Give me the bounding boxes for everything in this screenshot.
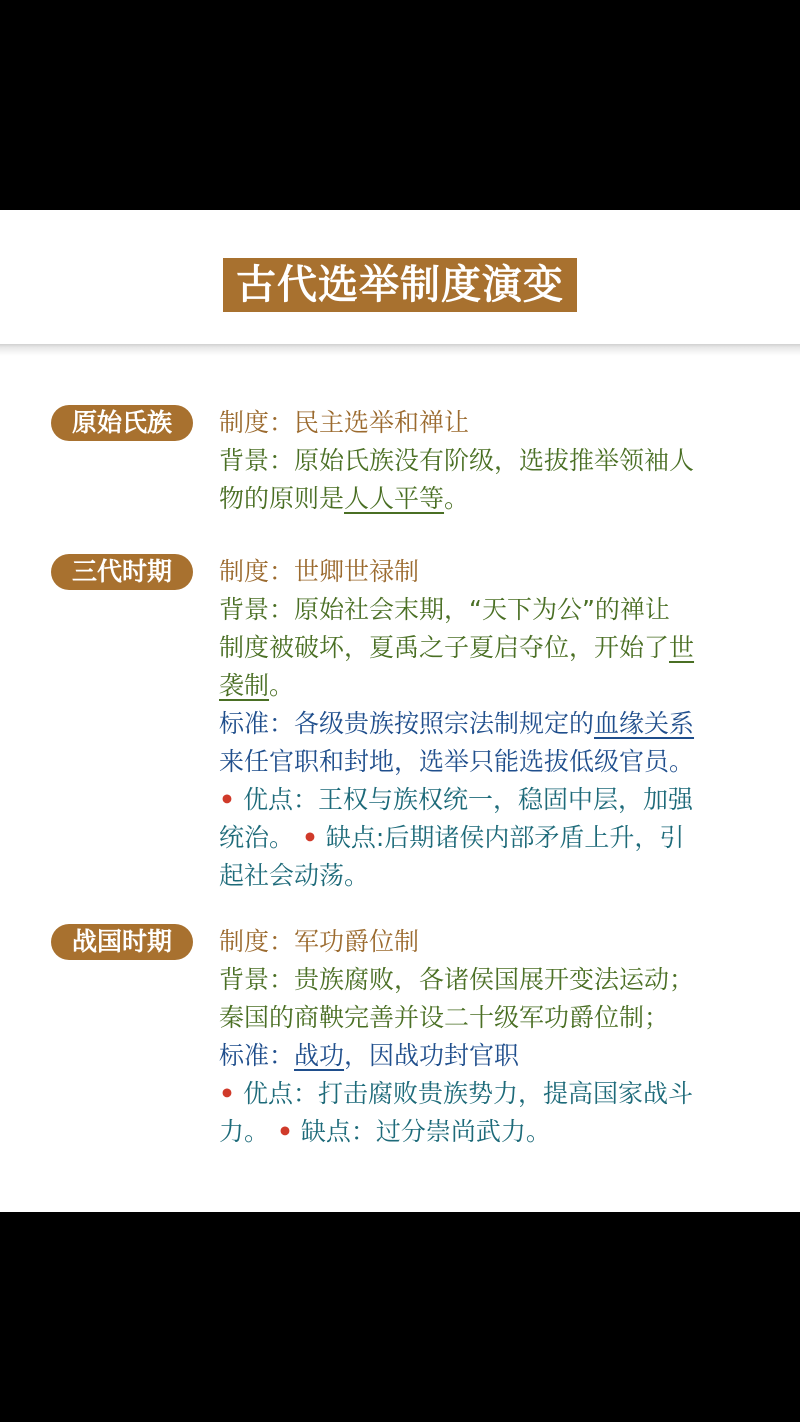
underlined-term: 人人平等 (344, 484, 445, 513)
bullet-icon: • (219, 785, 235, 814)
cons-line-2: 起社会动荡。 (219, 861, 370, 890)
underlined-term: 血缘关系 (594, 709, 695, 738)
underlined-term: 世 (669, 633, 695, 662)
background-line-1: 背景：原始社会末期，“天下为公”的禅让 (219, 595, 670, 624)
background-line-1: 背景：贵族腐败，各诸侯国展开变法运动； (219, 965, 695, 994)
text-run: 。 (444, 484, 470, 513)
standard-line-1 (219, 705, 739, 743)
section-body (219, 553, 739, 895)
section-body (219, 923, 739, 1151)
text-run: 优点：王权与族权统一，稳固中层，加强 (242, 785, 693, 814)
text-run: 缺点:后期诸侯内部矛盾上升，引 (325, 823, 685, 852)
standard-line (219, 1037, 739, 1075)
underlined-term: 袭制 (219, 671, 270, 700)
divider (0, 344, 800, 356)
text-run: 缺点：过分崇尚武力。 (300, 1117, 551, 1146)
system-line: 制度：民主选举和禅让 (219, 408, 470, 437)
background-line-2 (219, 480, 739, 518)
bullet-icon: • (301, 823, 318, 852)
pros-line-1 (219, 781, 739, 819)
page-title: 古代选举制度演变 (223, 258, 577, 312)
text-run: 。 (269, 671, 295, 700)
standard-line-2: 来任官职和封地，选举只能选拔低级官员。 (219, 747, 695, 776)
background-line-2 (219, 629, 739, 667)
text-run: 制度被破坏，夏禹之子夏启夺位，开始了 (219, 633, 670, 662)
background-line-1: 背景：原始氏族没有阶级，选拔推举领袖人 (219, 446, 695, 475)
background-line-2: 秦国的商鞅完善并设二十级军功爵位制； (219, 1003, 670, 1032)
document-card (0, 210, 800, 1212)
underlined-term: 战功 (294, 1041, 345, 1070)
section-tag: 原始氏族 (51, 405, 193, 441)
text-run: 标准：各级贵族按照宗法制规定的 (219, 709, 595, 738)
pros-line-1 (219, 1075, 739, 1113)
title-wrap (0, 258, 800, 312)
text-run: ，因战功封官职 (344, 1041, 520, 1070)
system-line: 制度：世卿世禄制 (219, 557, 420, 586)
bullet-icon: • (276, 1117, 293, 1146)
system-line: 制度：军功爵位制 (219, 927, 420, 956)
section-tag: 战国时期 (51, 924, 193, 960)
text-run: 物的原则是 (219, 484, 345, 513)
text-run: 优点：打击腐败贵族势力，提高国家战斗 (242, 1079, 693, 1108)
text-run: 力。 (219, 1117, 270, 1146)
pros-cons-line (219, 819, 739, 857)
section-tag: 三代时期 (51, 554, 193, 590)
bullet-icon: • (219, 1079, 235, 1108)
background-line-3 (219, 667, 739, 705)
section-body (219, 404, 739, 518)
pros-cons-line (219, 1113, 739, 1151)
text-run: 标准： (219, 1041, 295, 1070)
text-run: 统治。 (219, 823, 295, 852)
